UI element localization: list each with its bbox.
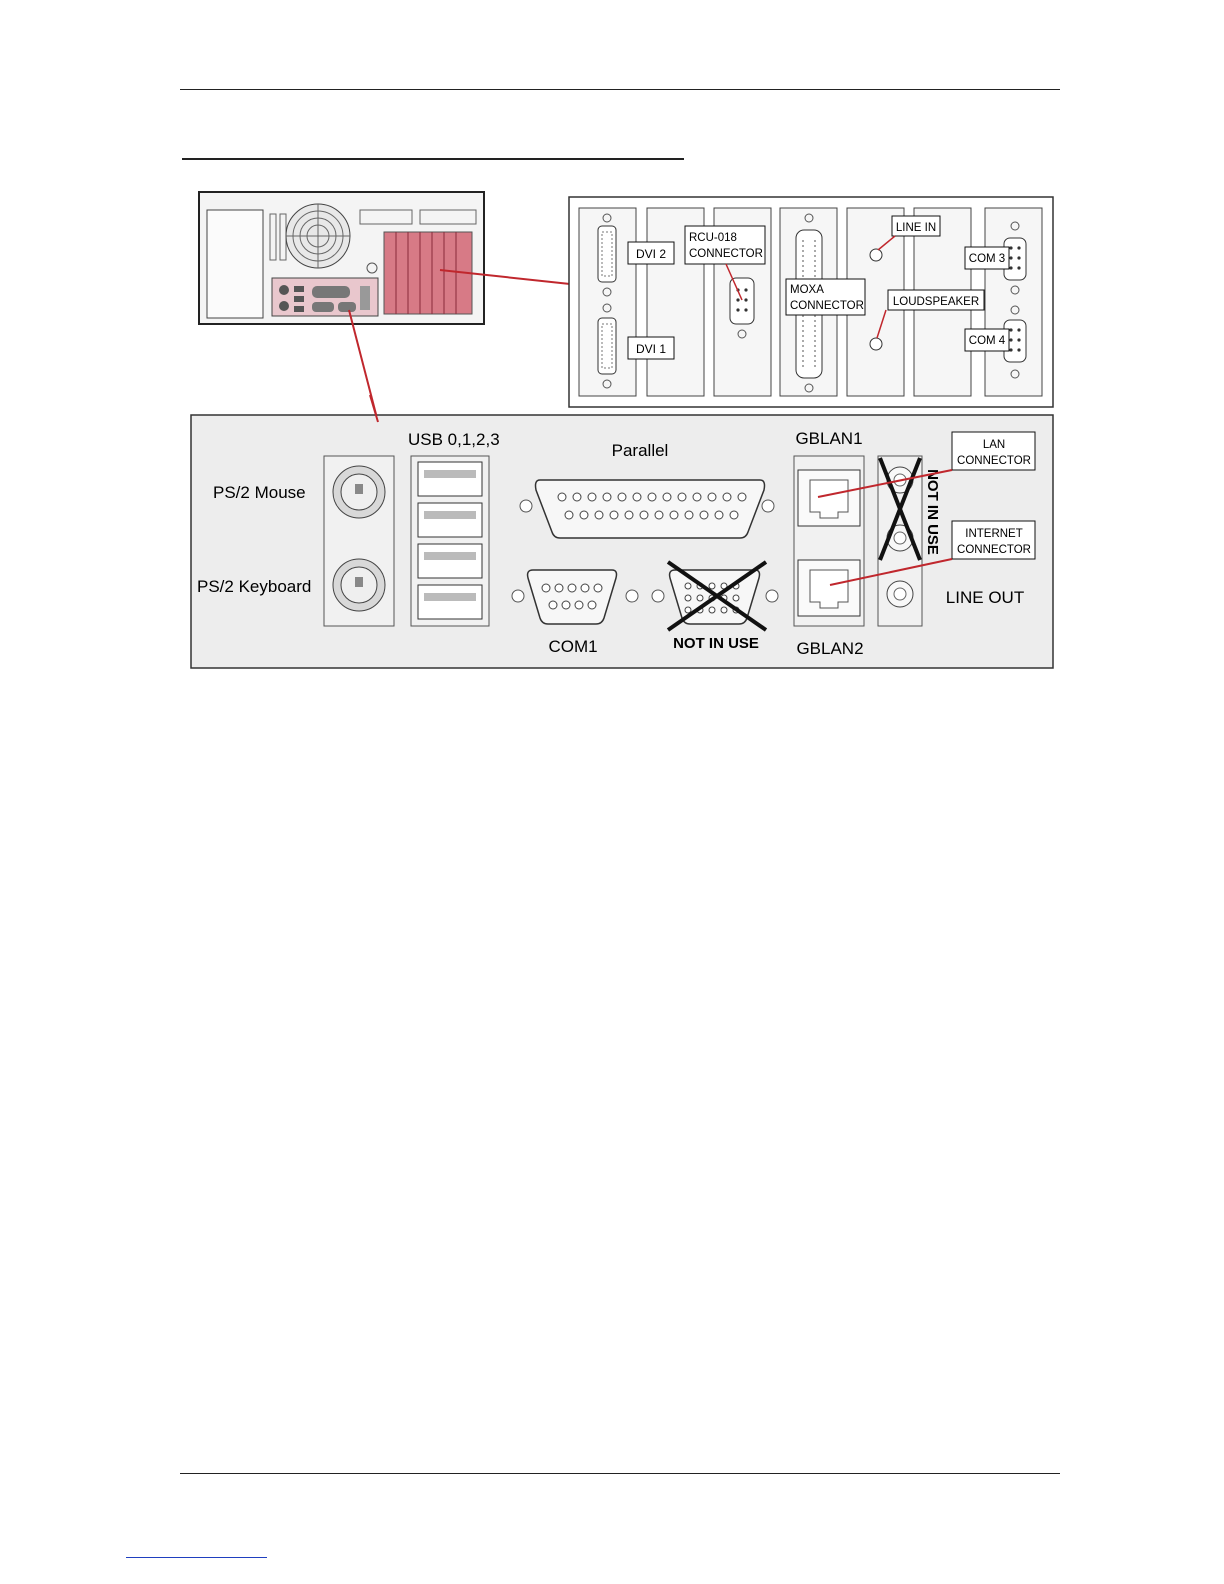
line-in-jack-icon (870, 249, 882, 261)
label-lan-line2: CONNECTOR (957, 455, 1031, 467)
ps2-mouse-port-icon (333, 466, 385, 518)
label-moxa-line2: CONNECTOR (790, 300, 864, 312)
label-usb: USB 0,1,2,3 (408, 430, 500, 449)
label-parallel: Parallel (611, 441, 669, 460)
label-gblan2: GBLAN2 (796, 639, 864, 658)
label-dvi2: DVI 2 (635, 247, 667, 261)
label-lan-line1: LAN (982, 439, 1006, 451)
label-com3: COM 3 (968, 253, 1006, 265)
label-ps2-mouse: PS/2 Mouse (213, 483, 306, 502)
chassis-rear-view (199, 192, 484, 324)
label-dvi1: DVI 1 (635, 342, 667, 356)
gblan1-port-icon (798, 470, 860, 526)
label-internet-line1: INTERNET (965, 528, 1023, 540)
label-rcu-line2: CONNECTOR (689, 248, 763, 260)
label-gblan1: GBLAN1 (795, 429, 863, 448)
io-panel (191, 415, 1053, 668)
parallel-port-icon (520, 480, 774, 538)
label-line-out: LINE OUT (945, 588, 1025, 607)
label-rcu-line1: RCU-018 (689, 232, 737, 244)
label-com1: COM1 (548, 637, 598, 656)
label-moxa-line1: MOXA (790, 284, 824, 296)
gblan2-port-icon (798, 560, 860, 616)
card-panel (569, 197, 1053, 407)
label-not-in-use-vga: NOT IN USE (673, 635, 759, 652)
label-not-in-use-audio: NOT IN USE (924, 469, 941, 555)
fan-icon (286, 204, 350, 268)
loudspeaker-jack-icon (870, 338, 882, 350)
label-loudspeaker: LOUDSPEAKER (892, 296, 980, 308)
ps2-keyboard-port-icon (333, 559, 385, 611)
label-line-in: LINE IN (895, 222, 937, 234)
label-ps2-keyboard: PS/2 Keyboard (197, 577, 312, 596)
label-internet-line2: CONNECTOR (957, 544, 1031, 556)
label-com4: COM 4 (968, 335, 1006, 347)
